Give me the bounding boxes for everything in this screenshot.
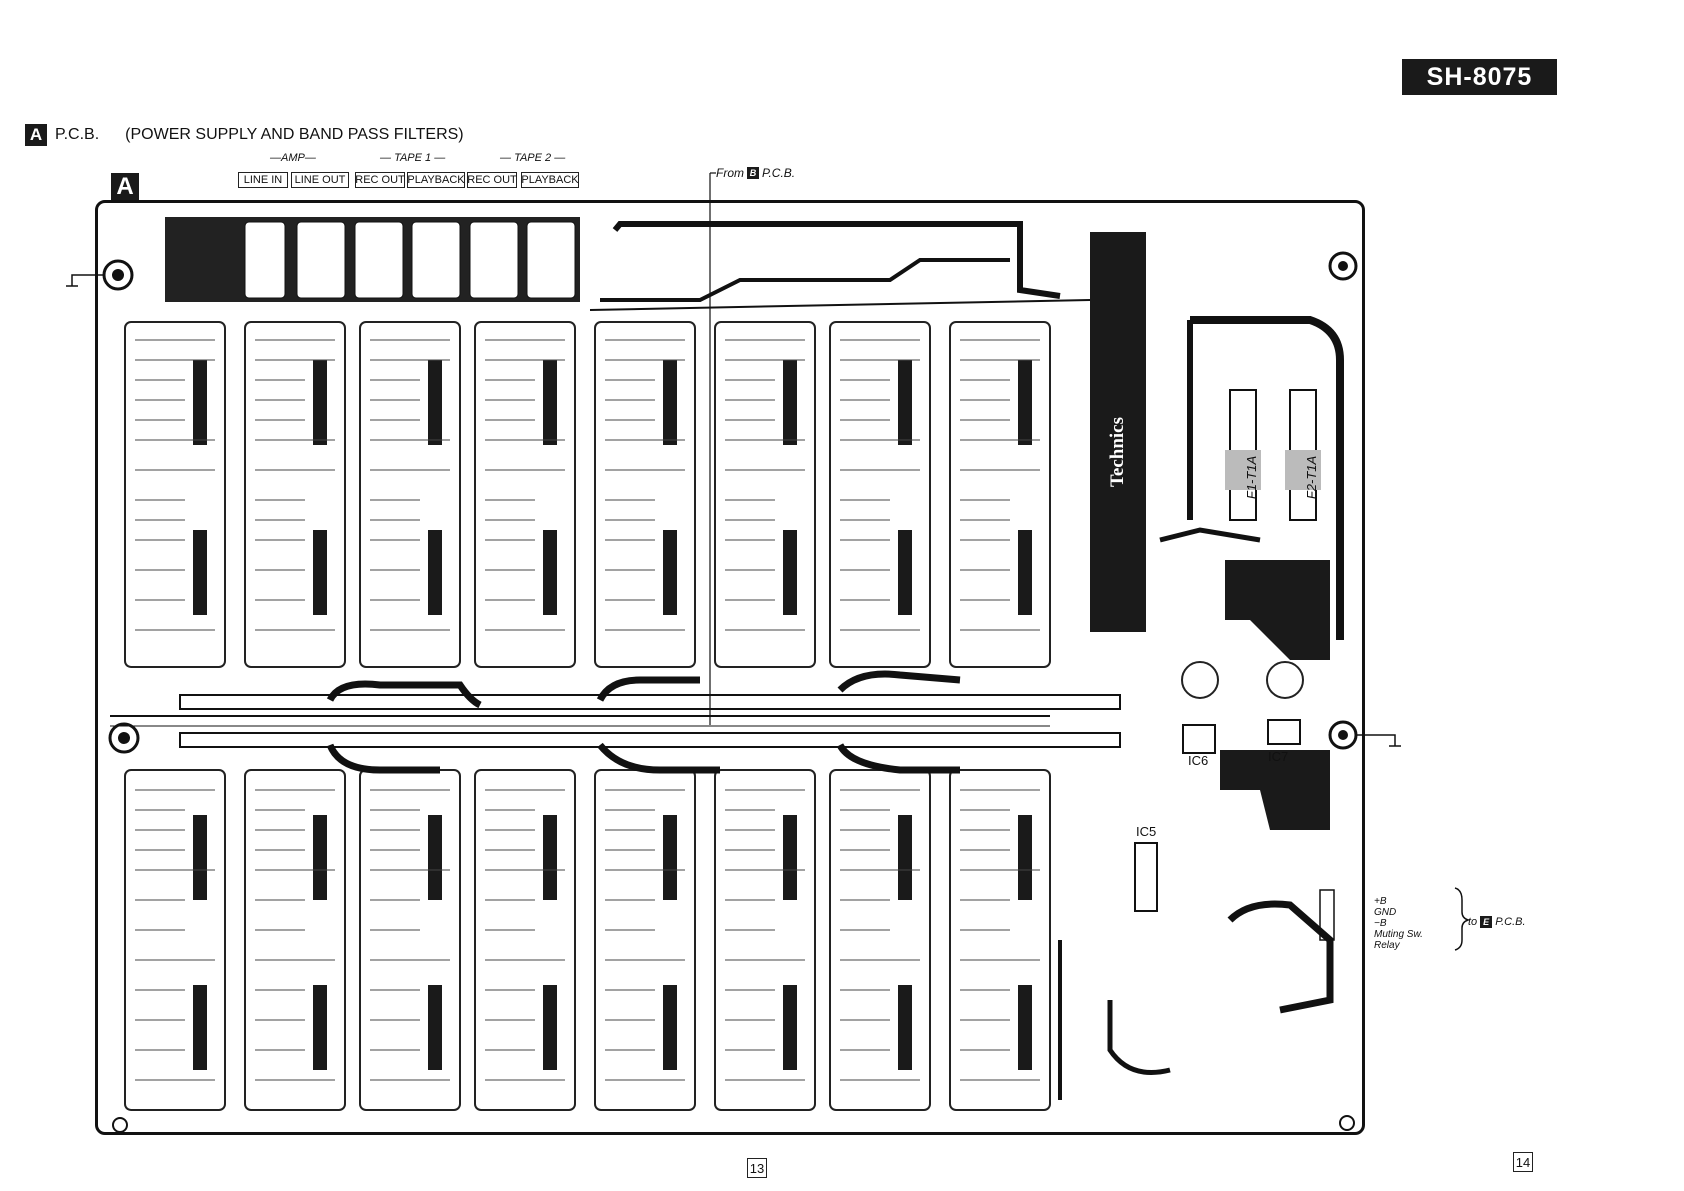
ic6-label: IC6 — [1188, 753, 1209, 768]
terminal-label: Muting Sw. — [1374, 929, 1423, 940]
fuse-label-f1: F1-T1A — [1244, 455, 1260, 500]
terminal-label: Relay — [1374, 940, 1400, 951]
terminal-label: GND — [1374, 907, 1397, 918]
group-label-tape2: — TAPE 2 — — [500, 152, 566, 164]
connector-playback-2: PLAYBACK — [521, 174, 579, 186]
board-letter: A — [111, 173, 139, 201]
from-pcb-letter-box: B — [747, 167, 759, 179]
page-number-right: 14 — [1513, 1152, 1533, 1172]
group-label-amp: —AMP— — [270, 152, 316, 164]
fuse-label-f2: F2-T1A — [1304, 455, 1320, 500]
group-label-tape1: — TAPE 1 — — [380, 152, 446, 164]
brand-logo-text: Technics — [1107, 416, 1128, 488]
page-number-left: 13 — [747, 1158, 767, 1178]
ic7-label: IC7 — [1268, 749, 1289, 764]
connector-line-in: LINE IN — [238, 172, 288, 188]
connector-rec-out-2: REC OUT — [467, 174, 517, 186]
from-pcb-label: From B P.C.B. — [716, 166, 796, 180]
ic5-label: IC5 — [1136, 824, 1157, 839]
to-pcb-letter-box: E — [1480, 916, 1492, 928]
power-terminal-labels — [1374, 896, 1423, 951]
connector-line-out: LINE OUT — [291, 172, 349, 188]
model-number-badge: SH-8075 — [1402, 59, 1557, 95]
terminal-label: −B — [1374, 918, 1387, 929]
section-title: P.C.B. — [55, 126, 100, 143]
brand-logo-strip — [1090, 232, 1146, 632]
connector-playback-1: PLAYBACK — [407, 174, 465, 186]
section-subtitle: (POWER SUPPLY AND BAND PASS FILTERS) — [125, 126, 464, 143]
terminal-label: +B — [1374, 896, 1387, 907]
to-pcb-label: to E P.C.B. — [1468, 916, 1526, 928]
connector-rec-out-1: REC OUT — [355, 174, 405, 186]
section-letter-box: A — [25, 124, 47, 146]
